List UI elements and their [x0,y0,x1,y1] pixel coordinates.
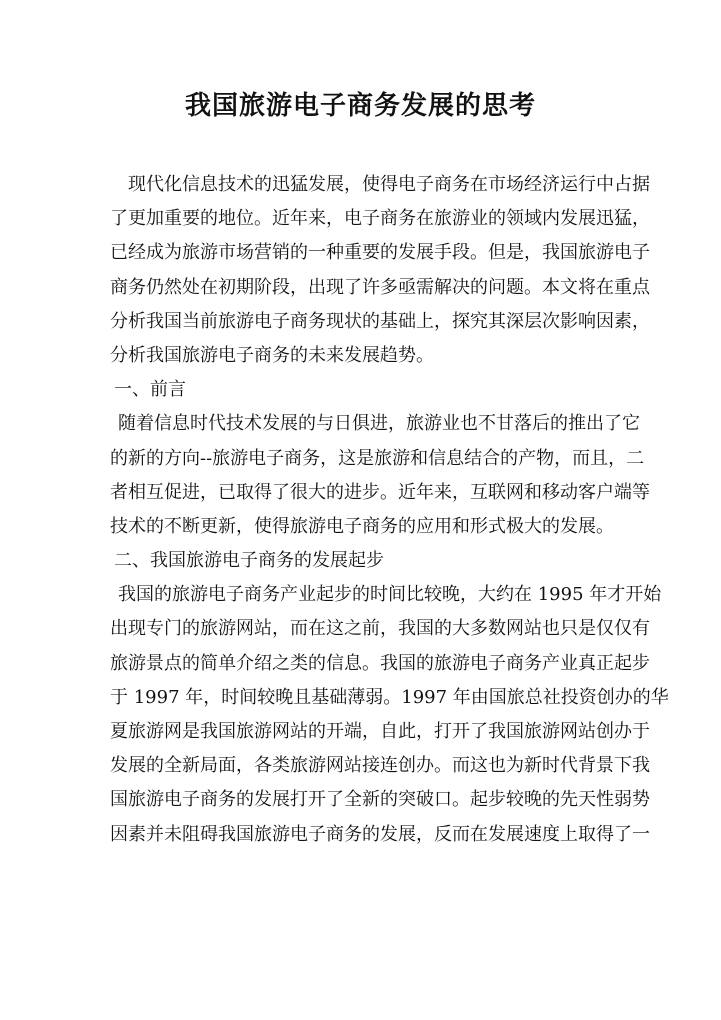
text-line: 的新的方向--旅游电子商务，这是旅游和信息结合的产物，而且，二 [110,447,645,469]
text-line: 了更加重要的地位。近年来，电子商务在旅游业的领域内发展迅猛， [110,208,650,230]
text-line: 分析我国旅游电子商务的未来发展趋势。 [110,344,434,366]
document-body [110,168,669,852]
text-line: 国旅游电子商务的发展打开了全新的突破口。起步较晚的先天性弱势 [110,789,650,811]
section-heading: 二、我国旅游电子商务的发展起步 [114,550,384,572]
document-title: 我国旅游电子商务发展的思考 [184,91,536,121]
section-introduction [110,373,650,544]
text-line: 分析我国当前旅游电子商务现状的基础上，探究其深层次影响因素， [110,310,650,332]
text-line: 已经成为旅游市场营销的一种重要的发展手段。但是，我国旅游电子 [110,242,650,264]
text-line: 因素并未阻碍我国旅游电子商务的发展，反而在发展速度上取得了一 [110,823,650,845]
text-line: 现代化信息技术的迅猛发展，使得电子商务在市场经济运行中占据 [128,174,650,195]
abstract-paragraph [110,168,650,373]
text-line: 发展的全新局面，各类旅游网站接连创办。而这也为新时代背景下我 [110,755,650,777]
text-line: 于 1997 年，时间较晚且基础薄弱。1997 年由国旅总社投资创办的华 [110,686,669,708]
text-line: 夏旅游网是我国旅游网站的开端，自此，打开了我国旅游网站创办于 [110,721,650,742]
text-line: 商务仍然处在初期阶段，出现了许多亟需解决的问题。本文将在重点 [110,276,650,298]
text-line: 技术的不断更新，使得旅游电子商务的应用和形式极大的发展。 [110,515,614,537]
text-line: 随着信息时代技术发展的与日俱进，旅游业也不甘落后的推出了它 [118,413,640,435]
section-heading: 一、前言 [114,379,186,401]
text-line: 旅游景点的简单介绍之类的信息。我国的旅游电子商务产业真正起步 [110,652,650,674]
text-line: 我国的旅游电子商务产业起步的时间比较晚，大约在 1995 年才开始 [118,584,662,606]
section-development-start [110,544,669,852]
text-line: 出现专门的旅游网站，而在这之前，我国的大多数网站也只是仅仅有 [110,618,650,640]
text-line: 者相互促进，已取得了很大的进步。近年来，互联网和移动客户端等 [110,481,650,503]
